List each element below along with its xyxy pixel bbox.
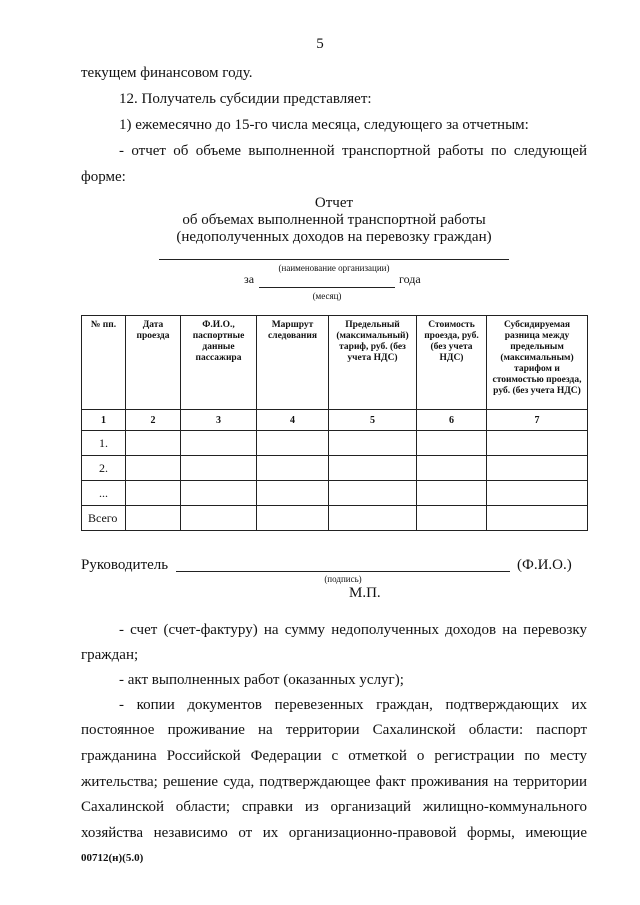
seal-mark: М.П. — [349, 585, 381, 601]
table-cell — [329, 431, 417, 456]
table-header-cell: Стоимость проезда, руб. (без учета НДС) — [417, 316, 487, 410]
document-code: 00712(н)(5.0) — [81, 852, 144, 864]
paragraph-12: 12. Получатель субсидии представляет: — [119, 91, 372, 107]
table-cell — [417, 481, 487, 506]
page-number: 5 — [316, 36, 324, 52]
list-item-copies-cont: гражданина Российской Федерации с отметкой о регистрации по месту — [81, 748, 587, 764]
table-header-cell: Предельный (максимальный) тариф, руб. (без учета НДС) — [329, 316, 417, 410]
table-number-row — [82, 410, 588, 431]
table-cell — [487, 506, 588, 531]
table-cell — [181, 431, 257, 456]
table-cell — [126, 456, 181, 481]
paragraph-report-item-cont: форме: — [81, 169, 126, 185]
table-cell — [487, 481, 588, 506]
table-cell — [329, 506, 417, 531]
table-cell — [487, 431, 588, 456]
table-cell — [126, 481, 181, 506]
column-number: 3 — [181, 410, 257, 431]
table-cell — [487, 456, 588, 481]
row-label: 1. — [82, 431, 126, 456]
list-item-invoice: - счет (счет-фактуру) на сумму недополученных доходов на перевозку — [119, 622, 587, 638]
list-item-act: - акт выполненных работ (оказанных услуг); — [119, 672, 404, 688]
table-header-cell: № пп. — [82, 316, 126, 410]
table-cell — [329, 481, 417, 506]
table-cell — [417, 506, 487, 531]
column-number: 2 — [126, 410, 181, 431]
signature-label: Руководитель — [81, 557, 169, 573]
table-header-cell: Субсидируемая разница между предельным (максимальным) тарифом и стоимостью проезда, руб. (без учета НДС) — [487, 316, 588, 410]
org-name-caption: (наименование организации) — [278, 263, 390, 273]
table-cell — [329, 456, 417, 481]
table-header-cell: Дата проезда — [126, 316, 181, 410]
table-header-cell: Маршрут следования — [257, 316, 329, 410]
table-cell — [181, 506, 257, 531]
paragraph-report-item: - отчет об объеме выполненной транспортной работы по следующей — [119, 143, 587, 159]
za-label: за — [244, 272, 255, 286]
column-number: 5 — [329, 410, 417, 431]
column-number: 7 — [487, 410, 588, 431]
list-item-copies-cont: Сахалинской области; справки из организаций жилищно-коммунального — [81, 799, 587, 815]
signature-caption: (подпись) — [324, 574, 362, 584]
row-label: 2. — [82, 456, 126, 481]
goda-label: года — [399, 272, 421, 286]
table-row — [82, 481, 588, 506]
column-number: 4 — [257, 410, 329, 431]
row-label: ... — [82, 481, 126, 506]
list-item-invoice-cont: граждан; — [81, 647, 139, 663]
month-caption: (месяц) — [312, 291, 342, 301]
org-name-line — [159, 259, 509, 260]
row-label-total: Всего — [82, 506, 126, 531]
month-line — [259, 287, 395, 288]
report-subtitle-2: (недополученных доходов на перевозку граждан) — [176, 229, 492, 245]
table-cell — [257, 431, 329, 456]
table-cell — [257, 481, 329, 506]
table-cell — [257, 506, 329, 531]
list-item-copies-cont: хозяйства независимо от их организационно-правовой формы, имеющие — [81, 825, 587, 841]
report-title: Отчет — [314, 195, 354, 211]
table-cell — [181, 456, 257, 481]
table-total-row — [82, 506, 588, 531]
table-header-cell: Ф.И.О., паспортные данные пассажира — [181, 316, 257, 410]
table-cell — [257, 456, 329, 481]
report-subtitle: об объемах выполненной транспортной работы — [182, 212, 486, 228]
list-item-copies-cont: постоянное проживание на территории Сахалинской области: паспорт — [81, 722, 587, 738]
paragraph-12-item-1: 1) ежемесячно до 15-го числа месяца, следующего за отчетным: — [119, 117, 529, 133]
table-cell — [126, 431, 181, 456]
signature-fio: (Ф.И.О.) — [517, 557, 572, 573]
list-item-copies-cont: жительства; решение суда, подтверждающее факт проживания на территории — [81, 774, 587, 790]
report-table — [81, 315, 588, 531]
column-number: 1 — [82, 410, 126, 431]
table-cell — [126, 506, 181, 531]
table-header-row — [82, 316, 588, 410]
table-cell — [417, 456, 487, 481]
paragraph-continuation: текущем финансовом году. — [81, 65, 253, 81]
table-row — [82, 431, 588, 456]
list-item-copies: - копии документов перевезенных граждан, подтверждающих их — [119, 697, 587, 713]
signature-line — [176, 571, 510, 572]
table-cell — [417, 431, 487, 456]
table-cell — [181, 481, 257, 506]
column-number: 6 — [417, 410, 487, 431]
table-row — [82, 456, 588, 481]
